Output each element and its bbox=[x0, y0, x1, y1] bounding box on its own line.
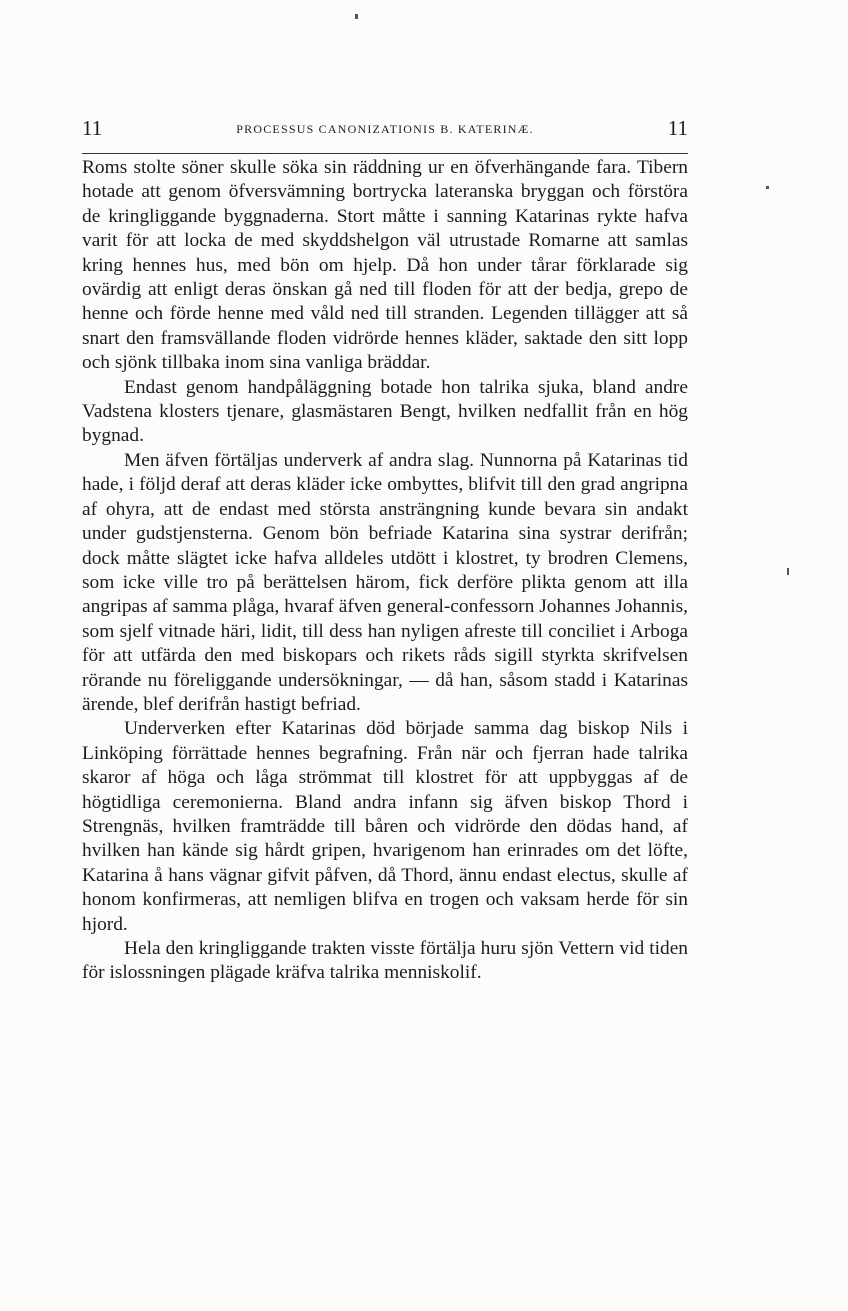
page-number-right: 11 bbox=[667, 116, 688, 140]
paragraph: Roms stolte söner skulle söka sin räddning ur en öfverhängande fara. Tibern hotade att genom öfversvämning bortrycka lateranska bryggan och förstöra de kringliggande byggnaderna. Stort måtte i sanning Katarinas rykte hafva varit för att locka de med skyddshelgon väl utrustade Romarne att samlas kring hennes hus, med bön om hjelp. Då hon under tårar förklarade sig ovärdig att enligt deras önskan gå ned till floden för att der bedja, grepo de henne och förde henne med våld ned till stranden. Legenden tillägger att så snart den framsvällande floden vidrörde hennes kläder, saktade den sitt lopp och sjönk tillbaka inom sina vanliga bräddar. bbox=[82, 157, 688, 374]
paragraph: Hela den kringliggande trakten visste förtälja huru sjön Vettern vid tiden för islossningen plägade kräfva talrika menniskolif. bbox=[82, 938, 688, 984]
scan-speck bbox=[355, 14, 358, 19]
scan-speck bbox=[787, 568, 789, 575]
body-text bbox=[82, 156, 688, 986]
running-title: PROCESSUS CANONIZATIONIS B. KATERINÆ. bbox=[236, 122, 534, 136]
paragraph: Men äfven förtäljas underverk af andra slag. Nunnorna på Katarinas tid hade, i följd deraf att deras kläder icke ombyttes, blifvit till den grad angripna af ohyra, att de endast med största ansträngning kunde bevara sin andakt under gudstjensterna. Genom bön befriade Katarina sina systrar derifrån; dock måtte slägtet icke hafva alldeles utdött i klostret, ty brodren Clemens, som icke ville tro på berättelsen härom, fick derföre plikta genom att illa angripas af samma plåga, hvaraf äfven general-confessorn Johannes Johannis, som sjelf vitnade häri, lidit, till dess han nyligen afreste till conciliet i Arboga för att utfärda den med biskopars och rikets råds sigill styrkta skrifvelsen rörande nu föreliggande undersökningar, — då han, såsom stadd i Katarinas ärende, blef derifrån hastigt befriad. bbox=[82, 449, 688, 715]
page-number-left: 11 bbox=[82, 116, 103, 140]
page-header bbox=[82, 116, 688, 148]
header-rule bbox=[82, 153, 688, 154]
paragraph: Endast genom handpåläggning botade hon talrika sjuka, bland andre Vadstena klosters tjenare, glasmästaren Bengt, hvilken nedfallit från en hög bygnad. bbox=[82, 376, 688, 447]
paragraph: Underverken efter Katarinas död började samma dag biskop Nils i Linköping förrättade hennes begrafning. Från när och fjerran hade talrika skaror af höga och låga strömmat till klostret för att uppbyggas af de högtidliga ceremonierna. Bland andra infann sig äfven biskop Thord i Strengnäs, hvilken framträdde till båren och vidrörde den dödas hand, af hvilken han kände sig hårdt gripen, hvarigenom han erinrades om det löfte, Katarina å hans vägnar gifvit påfven, då Thord, ännu endast electus, skulle af honom konfirmeras, att nemligen blifva en trogen och vaksam herde för sin hjord. bbox=[82, 718, 688, 935]
scan-speck bbox=[766, 186, 769, 189]
